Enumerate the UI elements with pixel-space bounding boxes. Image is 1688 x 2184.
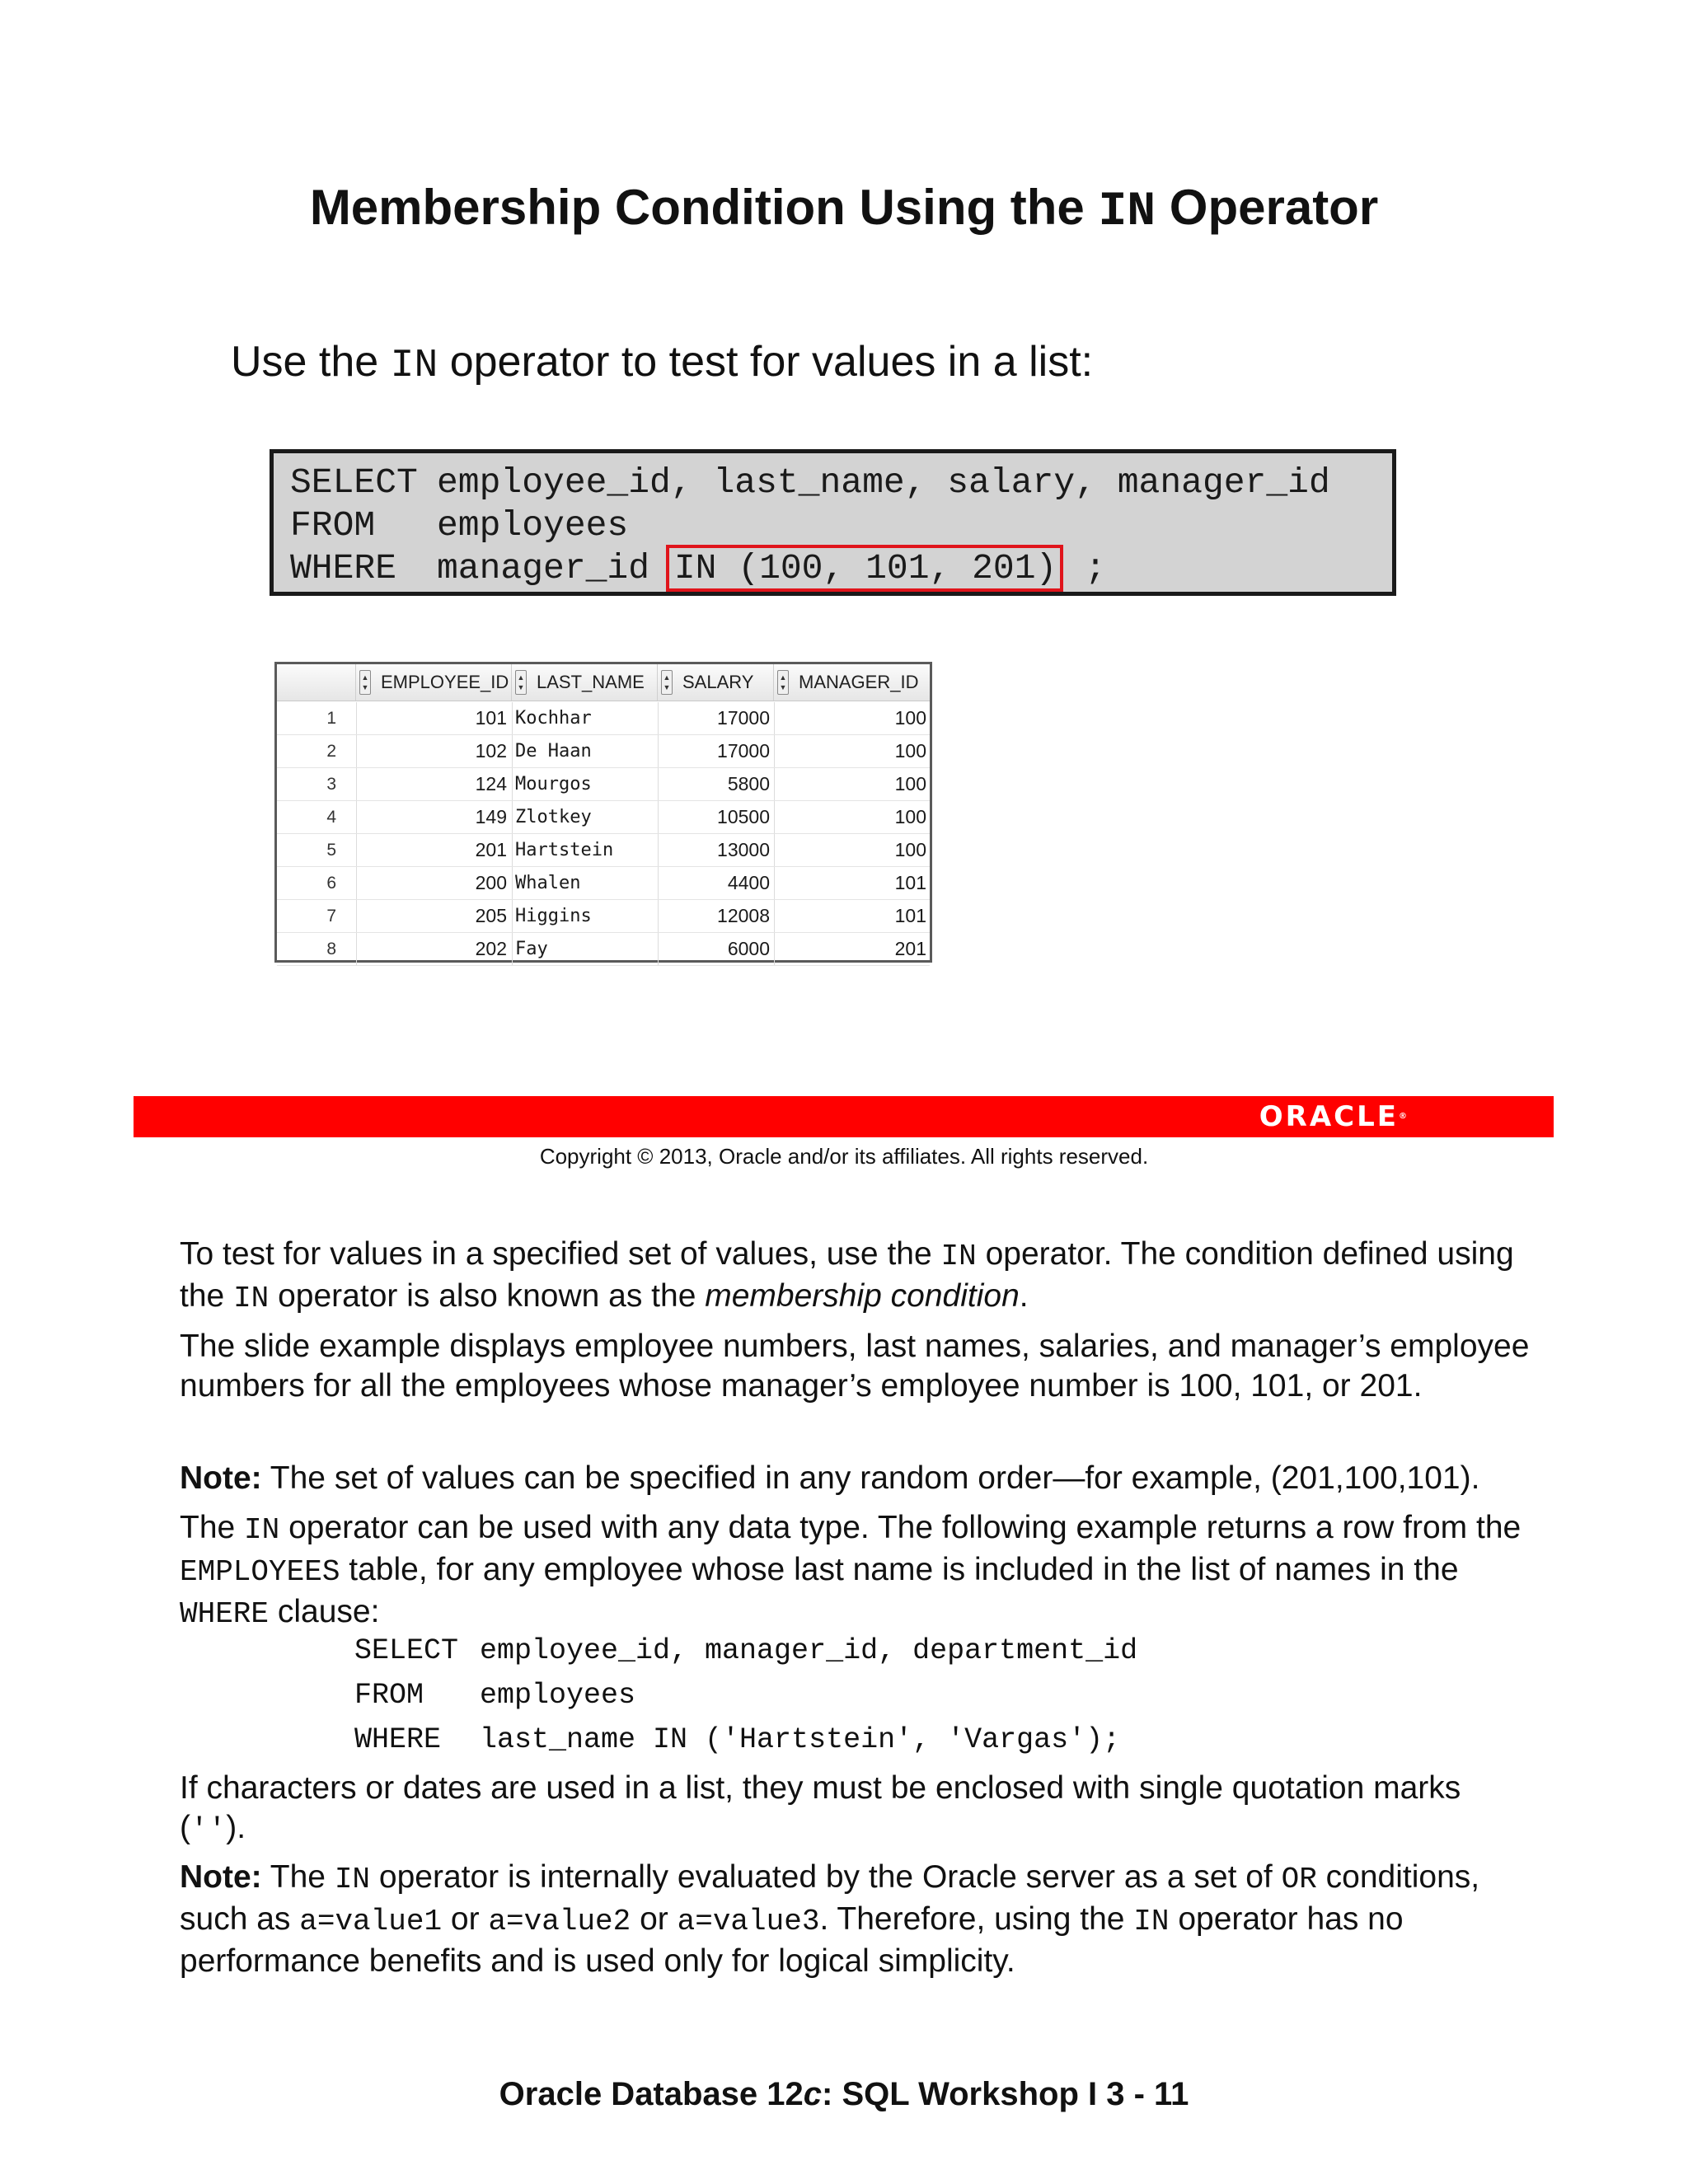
title-code-keyword: IN	[1098, 185, 1156, 239]
cell-employee-id: 149	[475, 806, 507, 827]
note-paragraph-4: The IN operator can be used with any data type. The following example returns a row from the EMPLOYEES table, for any employee whose last name is included in the list of names in the WHERE clause:	[180, 1510, 1522, 1631]
example-code-line-from: FROM employees	[354, 1679, 636, 1712]
row-number: 4	[326, 808, 336, 827]
row-number: 7	[326, 907, 336, 926]
cell-employee-id: 124	[475, 773, 507, 794]
sql-code-box	[270, 449, 1396, 596]
note-paragraph-5: If characters or dates are used in a list, they must be enclosed with single quotation marks ('').	[180, 1770, 1461, 1847]
note-paragraph-1: To test for values in a specified set of values, use the IN operator. The condition defined using the IN operator is also known as the membership condition.	[180, 1236, 1514, 1315]
in-clause-highlight: IN (100, 101, 201)	[666, 545, 1063, 592]
table-row[interactable]	[277, 867, 930, 900]
page-footer: Oracle Database 12c: SQL Workshop I 3 - 11	[499, 2076, 1189, 2112]
cell-employee-id: 201	[475, 839, 507, 860]
cell-salary: 13000	[717, 839, 770, 860]
cell-manager-id: 100	[894, 806, 926, 827]
cell-salary: 12008	[717, 905, 770, 926]
row-number: 5	[326, 841, 336, 860]
grid-corner-cell	[277, 664, 356, 701]
row-number: 6	[326, 874, 336, 893]
table-row[interactable]	[277, 900, 930, 933]
note-paragraph-6: Note: The IN operator is internally evaluated by the Oracle server as a set of OR conditions, such as a=value1 or a=value2 or a=value3. Therefore, using the IN operator has no performance benefits and is used only for logical simplicity.	[180, 1859, 1480, 1979]
sql-line-where: WHERE manager_id IN (100, 101, 201) ;	[290, 547, 1106, 590]
grid-header	[277, 664, 930, 701]
copyright-text: Copyright © 2013, Oracle and/or its affiliates. All rights reserved.	[539, 1144, 1149, 1169]
cell-employee-id: 102	[475, 740, 507, 762]
example-code-line-where: WHERE last_name IN ('Hartstein', 'Vargas');	[354, 1723, 1121, 1756]
bullet-code-keyword: IN	[390, 344, 438, 388]
table-row[interactable]	[277, 735, 930, 768]
column-header-manager-id[interactable]: ▲ ▼ MANAGER_ID	[774, 664, 930, 701]
cell-salary: 17000	[717, 707, 770, 729]
cell-manager-id: 100	[894, 773, 926, 794]
column-header-salary[interactable]: ▲ ▼ SALARY	[658, 664, 774, 701]
note-paragraph-2: The slide example displays employee numbers, last names, salaries, and manager’s employee numbers for all the employees whose manager’s employee number is 100, 101, or 201.	[180, 1329, 1530, 1404]
oracle-logo: ORACLE®	[1259, 1100, 1407, 1133]
cell-employee-id: 202	[475, 938, 507, 959]
sort-icon[interactable]: ▲ ▼	[661, 670, 673, 695]
row-number: 8	[326, 940, 336, 958]
cell-manager-id: 100	[894, 740, 926, 762]
cell-salary: 6000	[727, 938, 770, 959]
cell-salary: 17000	[717, 740, 770, 762]
table-row[interactable]	[277, 768, 930, 801]
cell-salary: 4400	[727, 872, 770, 893]
slide-bullet: Use the IN operator to test for values in a list:	[231, 338, 1094, 388]
row-number: 1	[326, 709, 336, 728]
sort-icon[interactable]: ▲ ▼	[359, 670, 371, 695]
sort-icon[interactable]: ▲ ▼	[515, 670, 527, 695]
cell-last-name: Fay	[515, 939, 548, 959]
cell-last-name: Zlotkey	[515, 807, 592, 827]
row-number: 3	[326, 775, 336, 794]
cell-last-name: Hartstein	[515, 840, 614, 860]
sql-line-from: FROM employees	[290, 505, 629, 546]
oracle-brand-band	[134, 1096, 1554, 1137]
cell-last-name: Kochhar	[515, 708, 592, 729]
grid-body	[277, 702, 930, 966]
column-header-employee-id[interactable]: ▲ ▼ EMPLOYEE_ID	[356, 664, 512, 701]
cell-manager-id: 101	[894, 905, 926, 926]
cell-salary: 5800	[727, 773, 770, 794]
slide-title: Membership Condition Using the IN Operator	[309, 180, 1379, 239]
table-row[interactable]	[277, 702, 930, 735]
sort-icon[interactable]: ▲ ▼	[777, 670, 789, 695]
cell-employee-id: 200	[475, 872, 507, 893]
cell-last-name: Mourgos	[515, 774, 592, 794]
cell-manager-id: 201	[894, 938, 926, 959]
column-header-last-name[interactable]: ▲ ▼ LAST_NAME	[512, 664, 658, 701]
row-number: 2	[326, 742, 336, 761]
query-result-grid	[274, 662, 932, 963]
cell-manager-id: 101	[894, 872, 926, 893]
cell-last-name: Whalen	[515, 873, 581, 893]
note-paragraph-3: Note: The set of values can be specified in any random order—for example, (201,100,101).	[180, 1460, 1480, 1496]
cell-last-name: De Haan	[515, 741, 592, 762]
cell-employee-id: 101	[475, 707, 507, 729]
cell-last-name: Higgins	[515, 906, 592, 926]
sql-line-select: SELECT employee_id, last_name, salary, manager_id	[290, 462, 1330, 503]
table-row[interactable]	[277, 801, 930, 834]
example-code-line-select: SELECT employee_id, manager_id, department_id	[354, 1634, 1138, 1667]
cell-salary: 10500	[717, 806, 770, 827]
table-row[interactable]	[277, 933, 930, 966]
cell-manager-id: 100	[894, 707, 926, 729]
table-row[interactable]	[277, 834, 930, 867]
cell-manager-id: 100	[894, 839, 926, 860]
cell-employee-id: 205	[475, 905, 507, 926]
